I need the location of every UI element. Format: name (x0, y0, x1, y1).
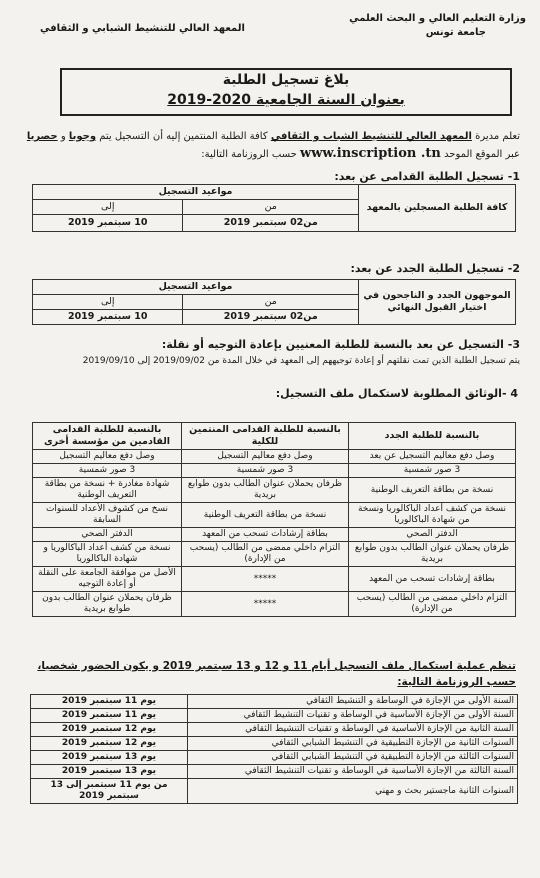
table-row: الدفتر الصحي بطاقة إرشادات تسحب من المعهد الدفتر الصحي (33, 528, 516, 542)
section3-text: يتم تسجيل الطلبة الذين تمت نقلتهم أو إعادة توجيههم إلى المعهد في خلال المدة من 2019/09/02 إلى 2019/09/10 (82, 356, 520, 366)
table-row: السنة الثالثة من الإجازة الأساسية في الوساطة و تقنيات التنشيط الثقافي يوم 13 سبتمبر 2019 (31, 765, 518, 779)
title-line2: بعنوان السنة الجامعية 2020-2019 (167, 92, 405, 108)
table-row: السنوات الثانية من الإجازة التطبيقية في التنشيط الشبابي الثقافي يوم 12 سبتمبر 2019 (31, 737, 518, 751)
exclusive-word: حصريا (26, 131, 58, 142)
title-line1: بلاغ تسجيل الطلبة (222, 72, 350, 88)
section3-heading: 3- التسجيل عن بعد بالنسبة للطلبة المعنيين بإعادة التوجيه أو نقلة: (161, 338, 520, 351)
section1-table (32, 184, 516, 232)
table-row: السنة الأولى من الإجازة الأساسية في الوساطة و تقنيات التنشيط الثقافي يوم 11 سبتمبر 2019 (31, 709, 518, 723)
table-row: السنة الثانية من الإجازة الأساسية في الوساطة و تقنيات التنشيط الثقافي يوم 12 سبتمبر 2019 (31, 723, 518, 737)
mandatory-word: وجوبا (68, 131, 97, 142)
section2-table (32, 279, 516, 325)
schedule-subheading: حسب الروزنامة التالية: (397, 676, 516, 688)
section1-to-value: 10 سبتمبر 2019 (33, 215, 183, 232)
documents-header-returning: بالنسبة للطلبة القدامى المنتمين للكلية (182, 423, 349, 450)
ministry-name: وزارة التعليم العالي و البحث العلمي (349, 13, 526, 24)
documents-table (32, 422, 516, 617)
section2-heading: 2- تسجيل الطلبة الجدد عن بعد: (350, 262, 520, 275)
registration-website: www.inscription .tn (300, 146, 441, 161)
section2-to-value: 10 سبتمبر 2019 (33, 310, 183, 325)
section2-row-label: الموجهون الجدد و الناجحون في اختيار القبول النهائي (359, 280, 516, 325)
table-row: السنوات الثالثة من الإجازة التطبيقية في التنشيط الشبابي الثقافي يوم 13 سبتمبر 2019 (31, 751, 518, 765)
table-row: نسخة من بطاقة التعريف الوطنية ظرفان يحملان عنوان الطالب بدون طوابع بريدية شهادة مغادرة + نسخة من بطاقة التعريف الوطنية (33, 478, 516, 503)
section1-to-label: إلى (33, 200, 183, 215)
section1-row-label: كافة الطلبة المسجلين بالمعهد (359, 185, 516, 232)
section1-heading: 1- تسجيل الطلبة القدامى عن بعد: (334, 170, 520, 183)
schedule-heading: تنظم عملية استكمال ملف التسجيل أيام 11 و 12 و 13 سبتمبر 2019 و يكون الحضور شخصيا، (37, 660, 516, 672)
section2-to-label: إلى (33, 295, 183, 310)
section4-heading: 4 -الوثائق المطلوبة لاستكمال ملف التسجيل: (275, 387, 518, 400)
documents-header-new: بالنسبة للطلبة الجدد (349, 423, 516, 450)
table-row: 3 صور شمسية 3 صور شمسية 3 صور شمسية (33, 464, 516, 478)
section2-dates-header: مواعيد التسجيل (33, 280, 359, 295)
section1-from-value: من02 سبتمبر 2019 (183, 215, 359, 232)
intro-paragraph: تعلم مديرة المعهد العالي للتنشيط الشباب و الثقافي كافة الطلبة المنتمين إليه أن التسجيل يتم وجوبا و حصريا عبر الموقع الموحد www.inscription .tn حسب الروزنامة التالية: (26, 131, 520, 161)
section2-from-value: من02 سبتمبر 2019 (183, 310, 359, 325)
documents-header-transfer: بالنسبة للطلبة القدامى القادمين من مؤسسة أخرى (33, 423, 182, 450)
table-row: ظرفان يحملان عنوان الطالب بدون طوابع بريدية التزام داخلي ممضى من الطالب (يسحب من الإدارة) نسخة من كشف أعداد الباكالوريا و شهادة الباكالوريا (33, 542, 516, 567)
table-row: نسخة من كشف أعداد الباكالوريا ونسخة من شهادة الباكالوريا نسخة من بطاقة التعريف الوطنية نسخ من كشوف الأعداد للسنوات السابقة (33, 503, 516, 528)
schedule-table (30, 694, 518, 804)
university-name: جامعة تونس (425, 27, 486, 38)
section1-from-label: من (183, 200, 359, 215)
ministry-header (336, 12, 526, 40)
title-box (60, 68, 512, 116)
table-row: بطاقة إرشادات تسحب من المعهد ***** الأصل من موافقة الجامعة على النقلة أو إعادة التوجيه (33, 567, 516, 592)
table-row: التزام داخلي ممضى من الطالب (يسحب من الإدارة) ***** ظرفان يحملان عنوان الطالب بدون طوابع بريدية (33, 592, 516, 617)
section1-dates-header: مواعيد التسجيل (33, 185, 359, 200)
institute-header: المعهد العالي للتنشيط الشبابي و الثقافي (40, 23, 245, 34)
table-row: وصل دفع معاليم التسجيل عن بعد وصل دفع معاليم التسجيل وصل دفع معاليم التسجيل (33, 450, 516, 464)
table-row: السنوات الثانية ماجستير بحث و مهني من يوم 11 سبتمبر إلى 13 سبتمبر 2019 (31, 779, 518, 804)
table-row: السنة الأولى من الإجازة في الوساطة و التنشيط الثقافي يوم 11 سبتمبر 2019 (31, 695, 518, 709)
institute-name: المعهد العالي للتنشيط الشباب و الثقافي (270, 131, 472, 142)
section2-from-label: من (183, 295, 359, 310)
